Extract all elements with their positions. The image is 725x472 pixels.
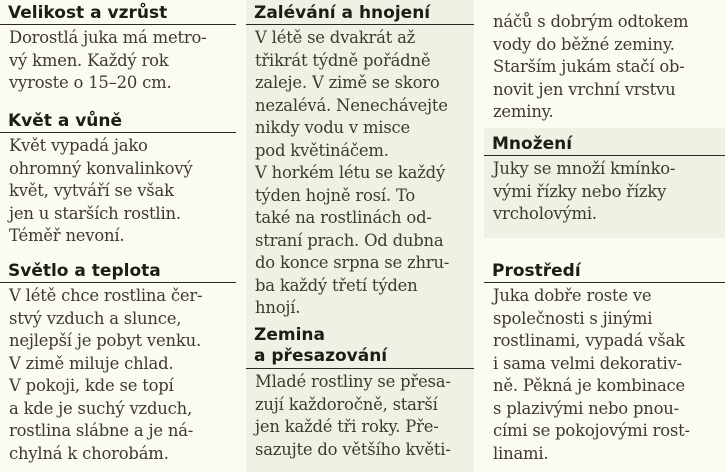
section-watering-feeding — [246, 3, 474, 320]
text-soil-repotting: Mladé rostliny se přesa- zují každoročně, starší jen každé tři roky. Pře- sazujte do většího květi- — [255, 372, 451, 459]
text-size-growth: Dorostlá juka má metro- vý kmen. Každý rok vyroste o 15–20 cm. — [9, 28, 207, 92]
text-watering-feeding: V létě se dvakrát až třikrát týdně pořádně zaleje. V zimě se skoro nezalévá. Nenechávejte nikdy vodu v misce pod květináčem. V horkém létu se každý týden hojně rosí. To také na rostlinách od- straní prach. Od dubna do konce srpna se zhru- ba každý třetí týden hnojí. — [255, 28, 450, 317]
section-size-growth — [0, 3, 236, 95]
heading-size-growth: Velikost a vzrůst — [0, 3, 236, 25]
text-soil-continued: náčů s dobrým odtokem vody do běžné zeminy. Starším jukám stačí ob- novit jen vrchní vrstvu zeminy. — [493, 12, 689, 121]
column-right — [484, 0, 725, 472]
heading-flower-scent: Květ a vůně — [0, 111, 236, 133]
column-left — [0, 0, 236, 472]
column-middle — [246, 0, 474, 472]
section-flower-scent — [0, 111, 236, 248]
heading-watering-feeding: Zalévání a hnojení — [246, 3, 474, 25]
text-propagation: Juky se množí kmínko- vými řízky nebo řízky vrcholovými. — [493, 159, 676, 223]
text-light-temperature: V létě chce rostlina čer- stvý vzduch a slunce, nejlepší je pobyt venku. V zimě miluje chlad. V pokoji, kde se topí a kde je suchý vzduch, rostlina slábne a je ná- chylná k chorobám. — [9, 286, 203, 463]
heading-environment: Prostředí — [484, 261, 725, 283]
section-soil-continued — [484, 11, 725, 124]
section-propagation — [484, 134, 725, 226]
heading-light-temperature: Světlo a teplota — [0, 261, 236, 283]
section-soil-repotting — [246, 325, 474, 461]
section-light-temperature — [0, 261, 236, 465]
text-flower-scent: Květ vypadá jako ohromný konvalinkový květ, vytváří se však jen u starších rostlin. Téměř nevoní. — [9, 136, 193, 245]
heading-soil-repotting: Zemina a přesazování — [246, 325, 474, 369]
text-environment: Juka dobře roste ve společnosti s jinými rostlinami, vypadá však i sama velmi dekorativ- ně. Pěkná je kombinace s plazivými nebo pnou- cími se pokojovými rost- linami. — [493, 286, 690, 463]
section-environment — [484, 261, 725, 465]
heading-propagation: Množení — [484, 134, 725, 156]
